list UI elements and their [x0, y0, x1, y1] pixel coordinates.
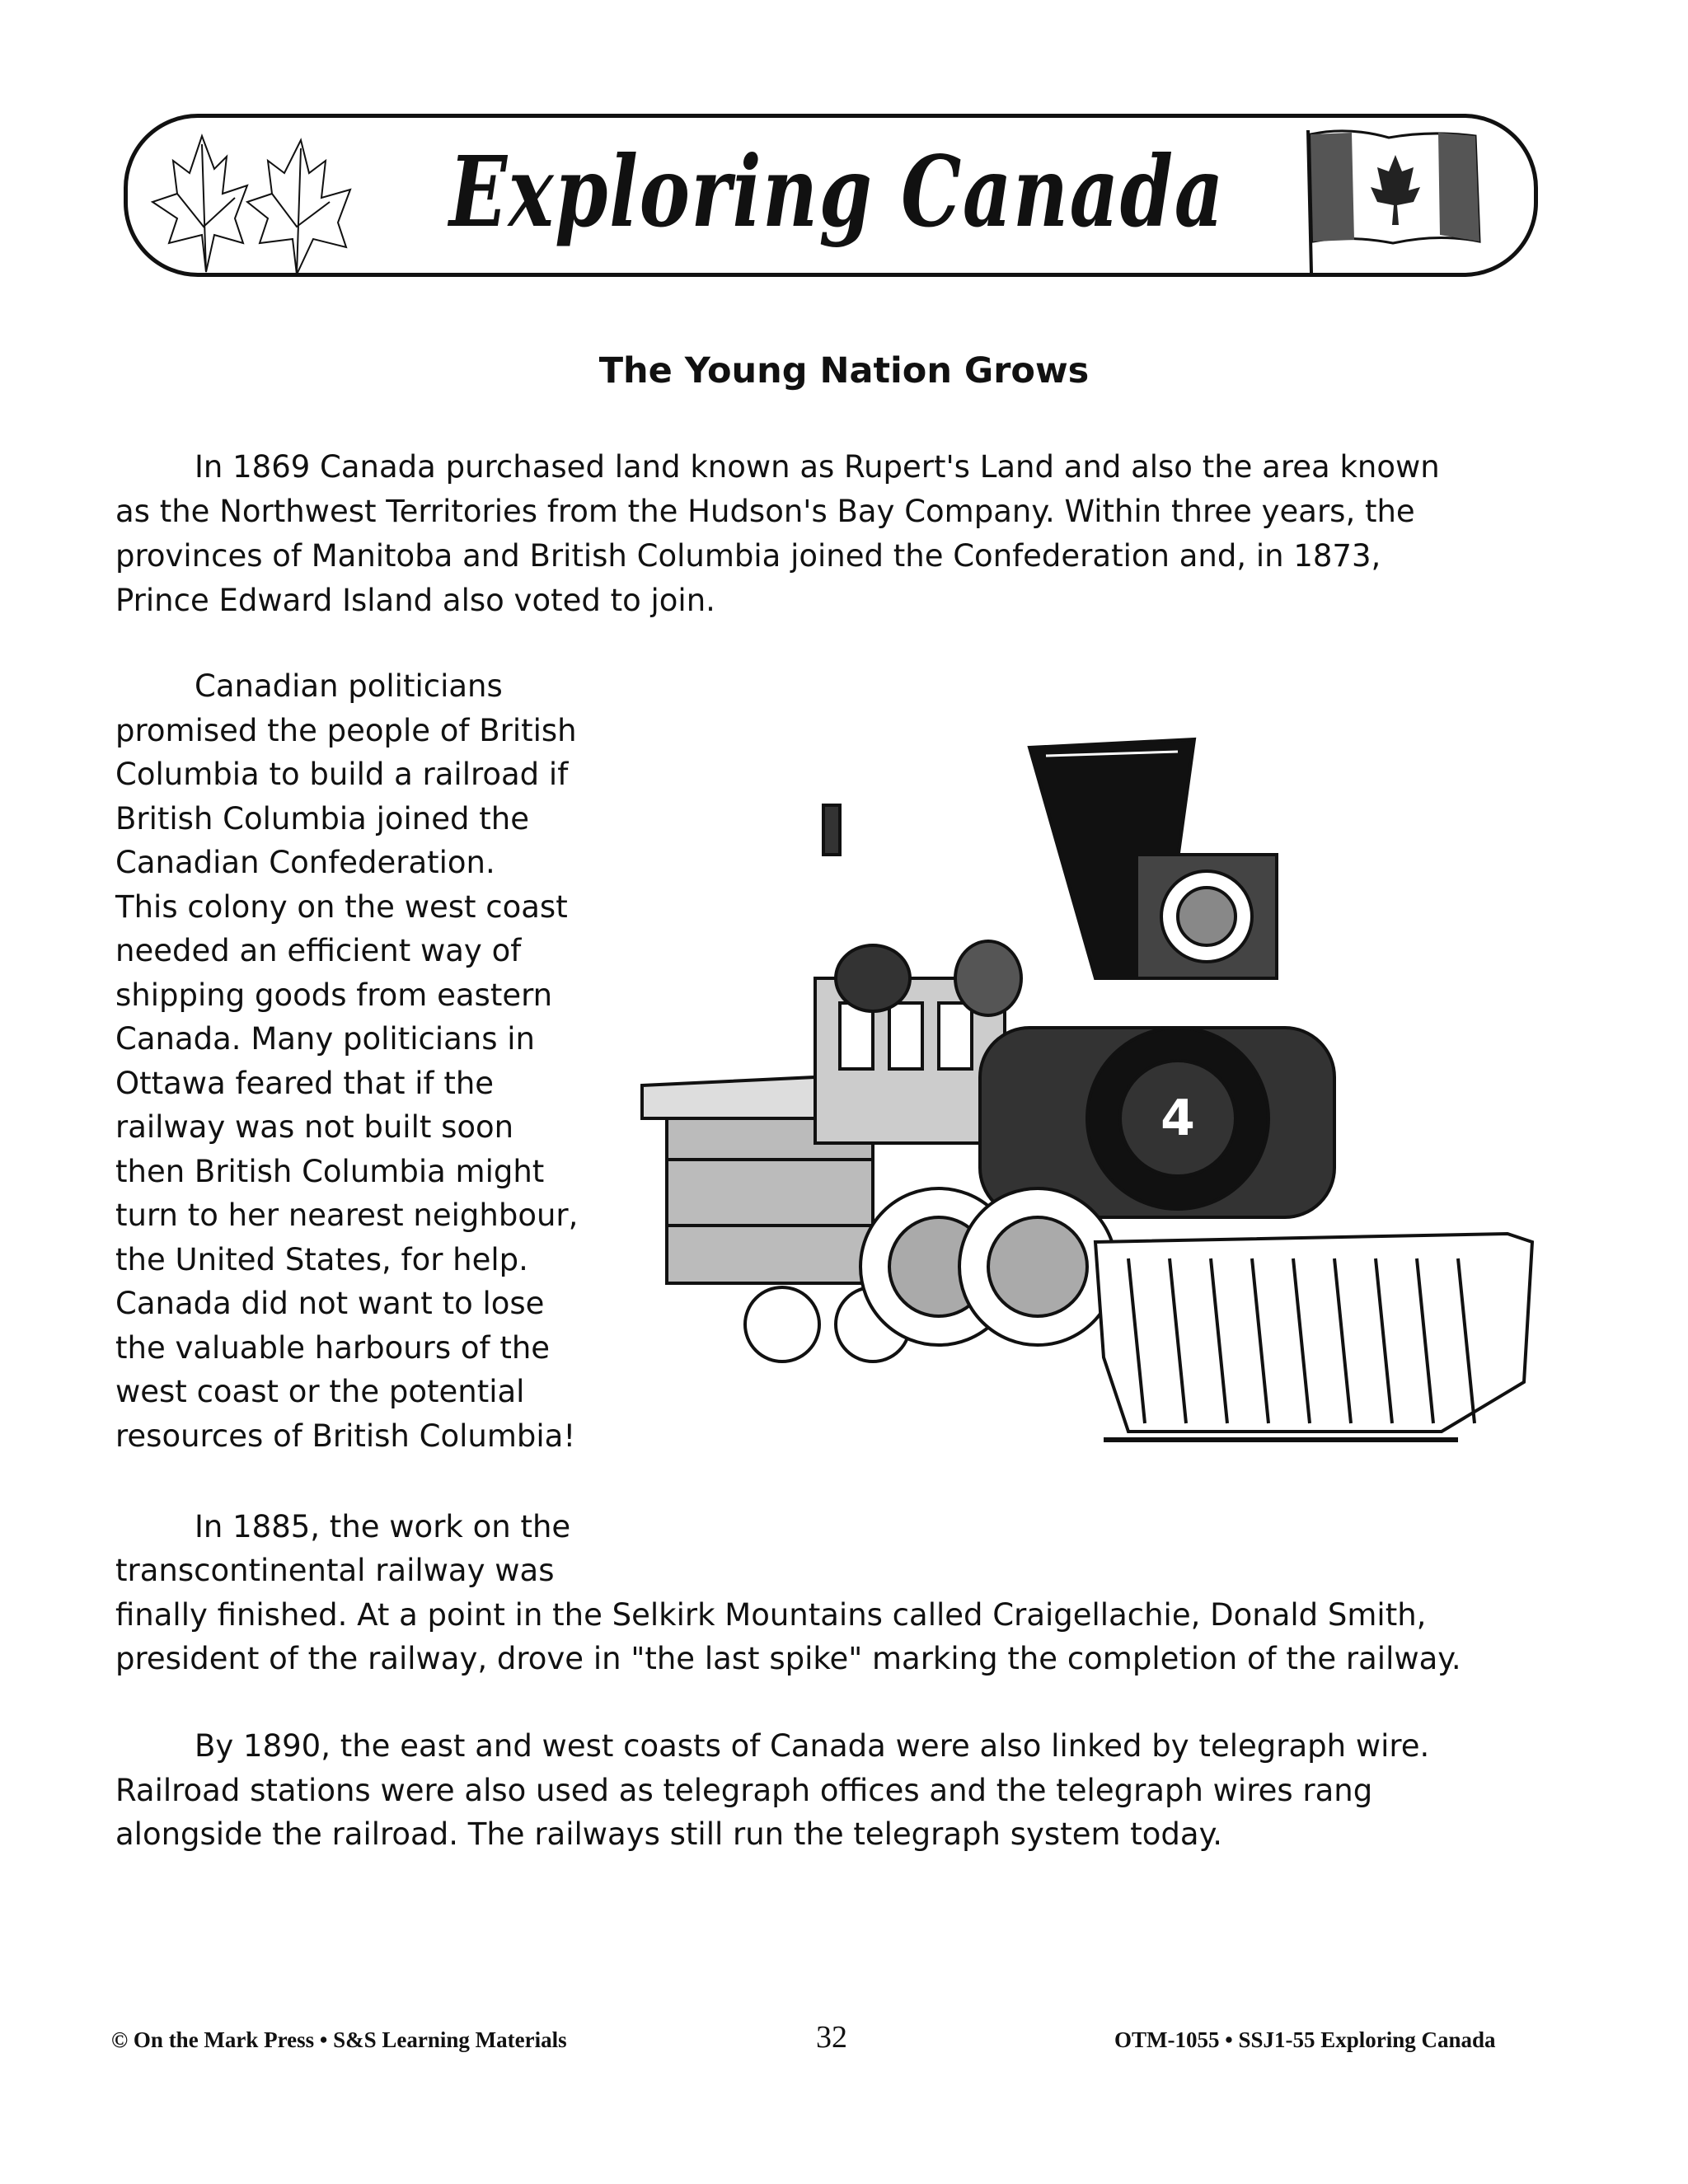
- text-line: provinces of Manitoba and British Columbia joined the Confederation and, in 1873,: [115, 538, 1381, 574]
- text-line: alongside the railroad. The railways still run the telegraph system today.: [115, 1816, 1222, 1852]
- banner-title: Exploring Canada: [449, 134, 1225, 249]
- text-line: as the Northwest Territories from the Hudson's Bay Company. Within three years, the: [115, 494, 1415, 529]
- text-line: the United States, for help.: [115, 1242, 528, 1277]
- text-line: This colony on the west coast: [115, 889, 568, 925]
- text-line: then British Columbia might: [115, 1154, 545, 1189]
- text-line: the valuable harbours of the: [115, 1330, 551, 1366]
- text-line: resources of British Columbia!: [115, 1418, 576, 1454]
- text-line: president of the railway, drove in "the last spike" marking the completion of the railway.: [115, 1641, 1461, 1676]
- text-line: Canadian politicians: [195, 668, 503, 704]
- text-line: turn to her nearest neighbour,: [115, 1197, 579, 1233]
- text-line: promised the people of British: [115, 713, 577, 748]
- text-line: Canada. Many politicians in: [115, 1021, 536, 1057]
- text-line: Canadian Confederation.: [115, 845, 495, 880]
- text-line: west coast or the potential: [115, 1374, 525, 1409]
- title-banner: [124, 114, 1538, 277]
- footer-series: OTM-1055 • SSJ1-55 Exploring Canada: [1114, 2027, 1496, 2052]
- footer-publisher: © On the Mark Press • S&S Learning Materials: [111, 2027, 567, 2052]
- text-line: needed an efficient way of: [115, 933, 522, 968]
- canada-flag-icon: [1298, 126, 1488, 274]
- text-line: By 1890, the east and west coasts of Canada were also linked by telegraph wire.: [195, 1728, 1430, 1764]
- locomotive-number: 4: [1160, 1090, 1195, 1147]
- text-line: Railroad stations were also used as telegraph offices and the telegraph wires rang: [115, 1773, 1373, 1808]
- maple-leaves-icon: [144, 128, 367, 276]
- text-line: Canada did not want to lose: [115, 1286, 545, 1321]
- text-line: shipping goods from eastern: [115, 977, 553, 1013]
- page-number: 32: [816, 2020, 847, 2055]
- text-line: finally finished. At a point in the Selkirk Mountains called Craigellachie, Donald Smith,: [115, 1597, 1427, 1633]
- text-line: In 1869 Canada purchased land known as Rupert's Land and also the area known: [195, 449, 1440, 485]
- text-line: British Columbia joined the: [115, 801, 529, 837]
- page-heading: The Young Nation Grows: [598, 350, 1090, 391]
- text-line: In 1885, the work on the: [195, 1509, 571, 1544]
- text-line: transcontinental railway was: [115, 1553, 555, 1588]
- text-line: Prince Edward Island also voted to join.: [115, 583, 715, 618]
- text-line: Columbia to build a railroad if: [115, 757, 569, 792]
- steam-locomotive-illustration: [634, 731, 1560, 1518]
- text-line: Ottawa feared that if the: [115, 1066, 495, 1101]
- text-line: railway was not built soon: [115, 1109, 514, 1145]
